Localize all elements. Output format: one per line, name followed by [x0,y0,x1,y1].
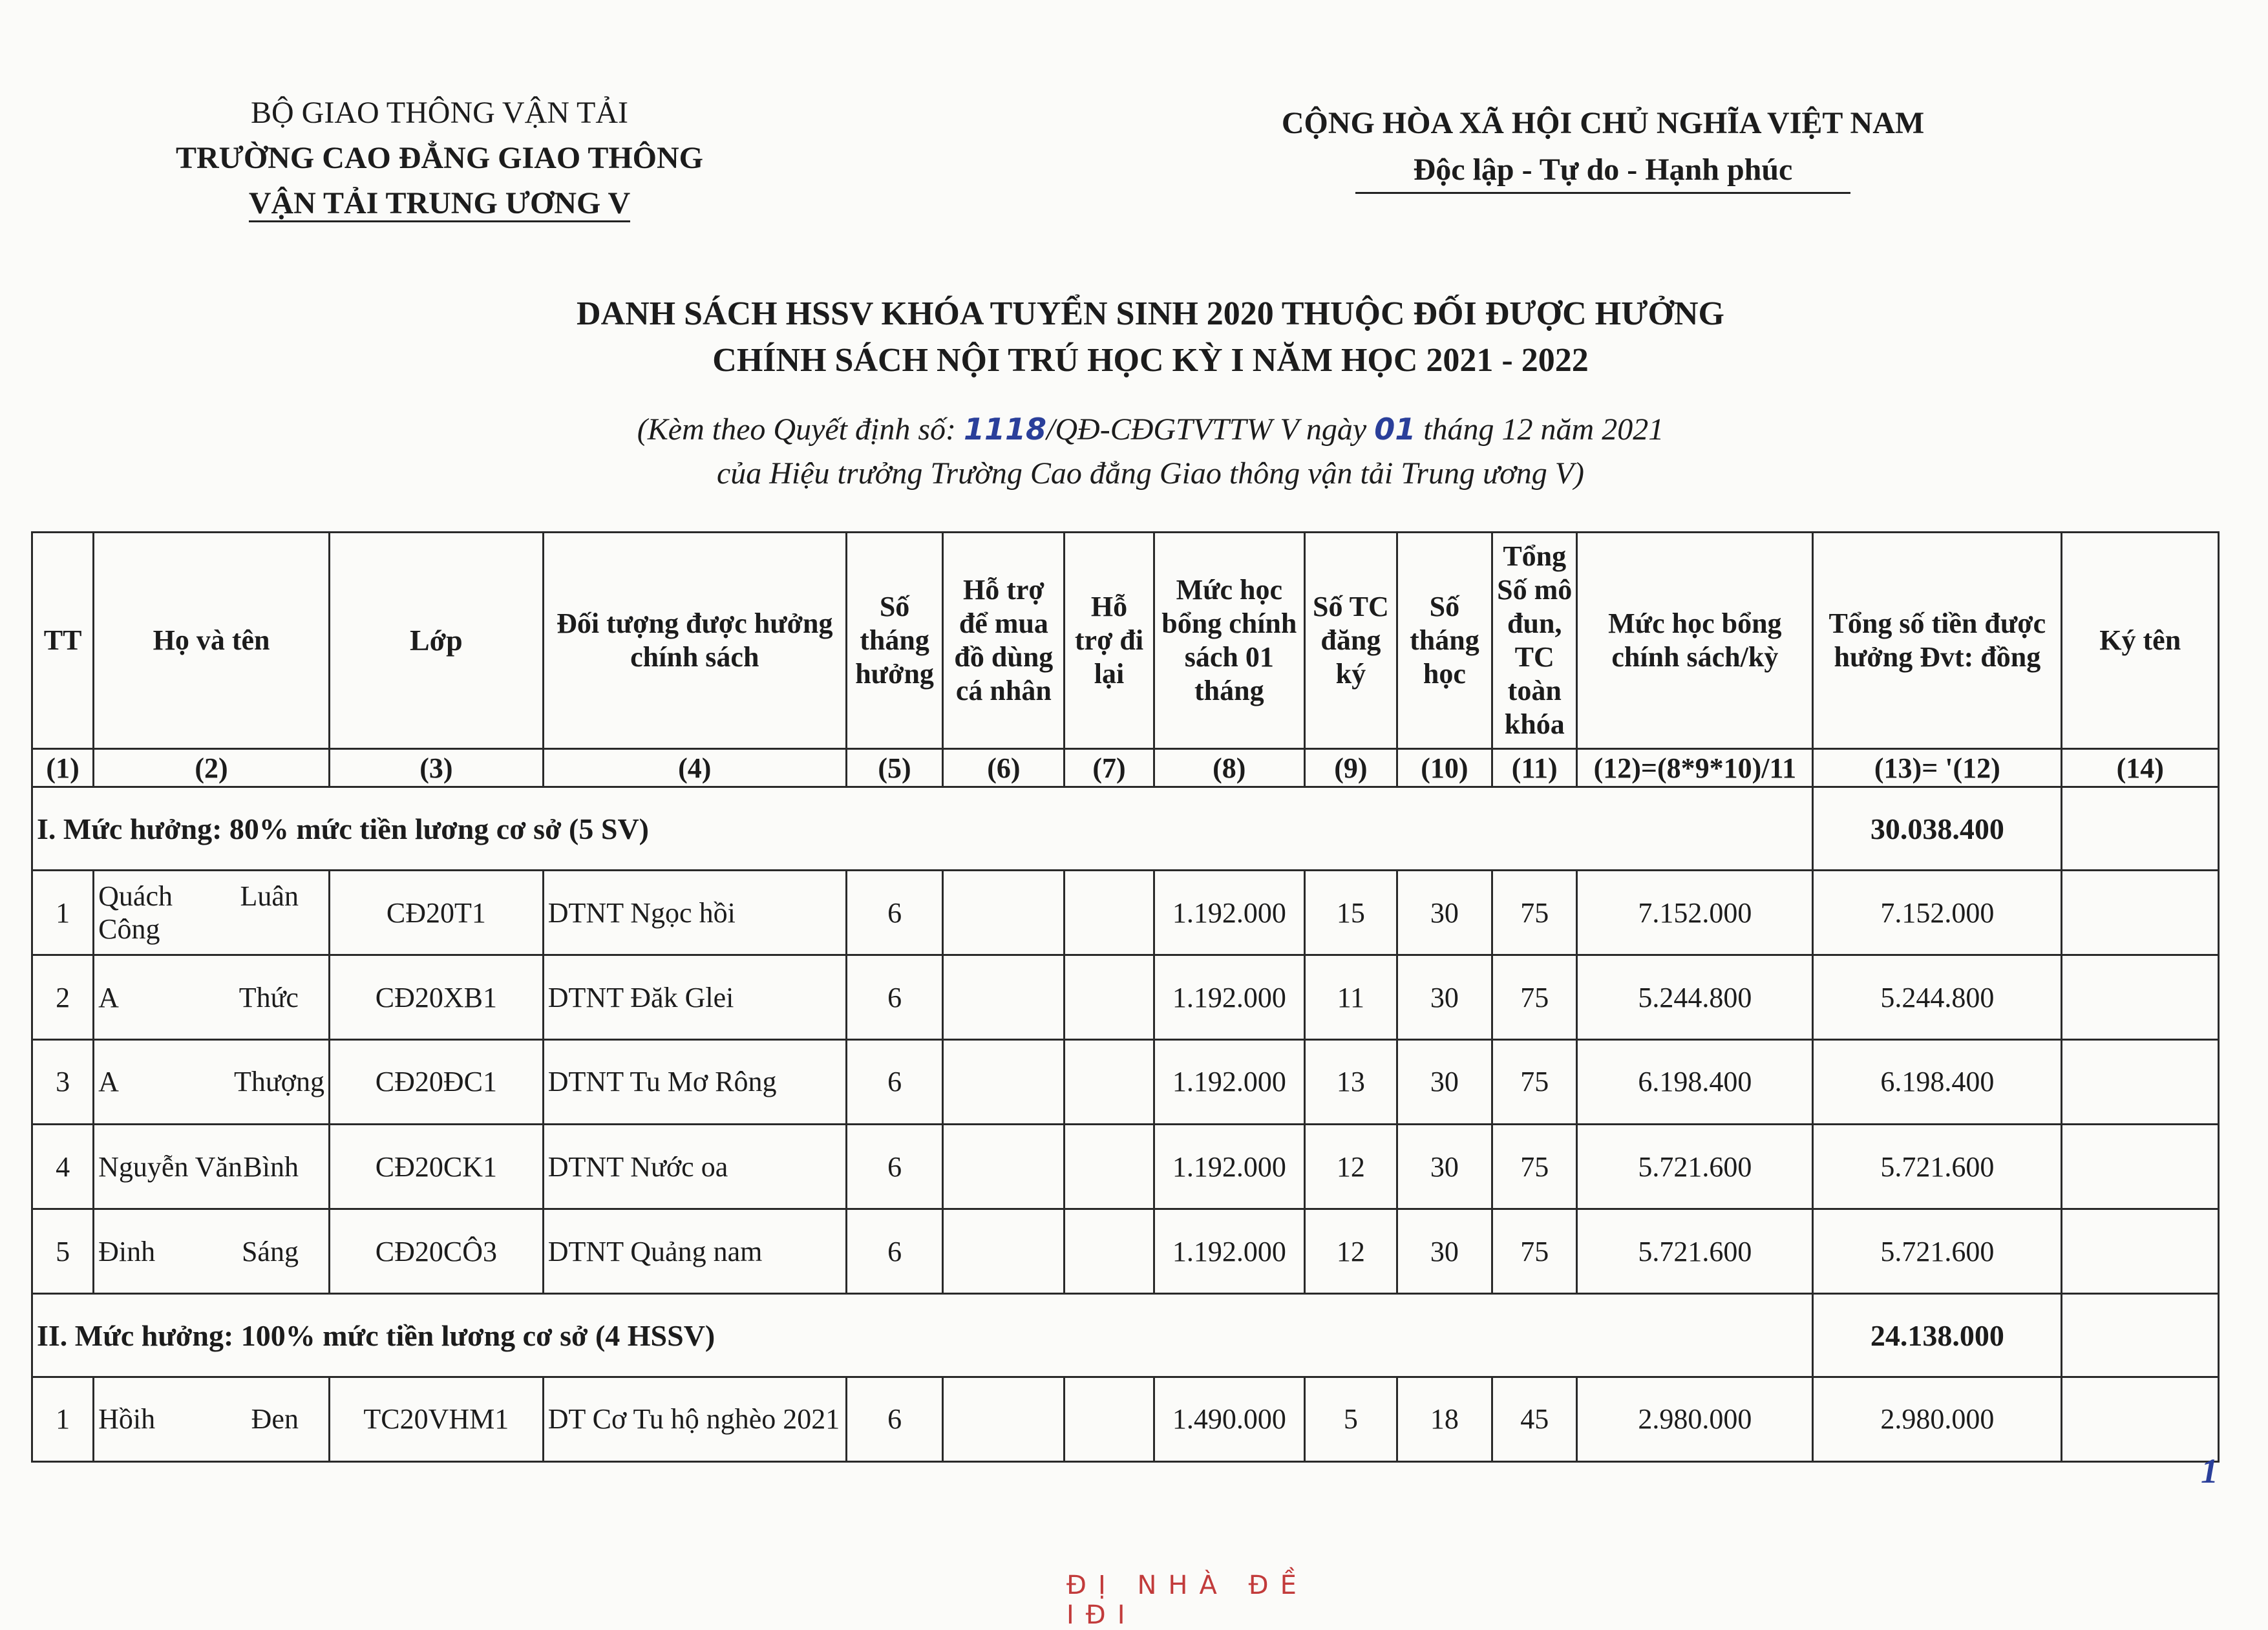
cell-tt: 3 [32,1040,94,1125]
cell-class: TC20VHM1 [329,1377,543,1462]
col-header-personal-support: Hỗ trợ để mua đồ dùng cá nhân [943,533,1065,749]
cell-total-amount: 7.152.000 [1813,871,2062,955]
cell-monthly-scholarship: 1.192.000 [1154,1209,1304,1294]
cell-personal-support [943,871,1065,955]
cell-total-modules: 75 [1492,1125,1577,1209]
section-total: 24.138.000 [1813,1294,2062,1377]
ministry-name: BỘ GIAO THÔNG VẬN TẢI [251,96,628,130]
cell-total-amount: 5.721.600 [1813,1125,2062,1209]
col-number: (2) [94,749,330,787]
cell-signature [2062,1125,2219,1209]
table-row [32,1125,2219,1209]
cell-beneficiary: DTNT Tu Mơ Rông [543,1040,846,1125]
column-number-row [32,749,2219,787]
col-header-total-modules: Tổng Số mô đun, TC toàn khóa [1492,533,1577,749]
signature-cell [2062,1294,2219,1377]
col-number: (13)= '(12) [1813,749,2062,787]
cell-study-months: 30 [1397,1209,1492,1294]
cell-signature [2062,871,2219,955]
cell-term-scholarship: 5.721.600 [1577,1209,1813,1294]
cell-monthly-scholarship: 1.192.000 [1154,955,1304,1040]
document-title [323,291,1978,384]
school-name-line1: TRƯỜNG CAO ĐẲNG GIAO THÔNG [175,141,704,175]
section-label: I. Mức hưởng: 80% mức tiền lương cơ sở (5 SV) [32,787,1813,871]
section-row-1 [32,787,2219,871]
cell-personal-support [943,1125,1065,1209]
cell-months: 6 [846,1377,943,1462]
col-number: (5) [846,749,943,787]
signature-cell [2062,787,2219,871]
cell-months: 6 [846,1125,943,1209]
section-total: 30.038.400 [1813,787,2062,871]
cell-tt: 2 [32,955,94,1040]
cell-term-scholarship: 7.152.000 [1577,871,1813,955]
cell-tt: 1 [32,1377,94,1462]
decision-day: 01 [1374,412,1416,447]
cell-beneficiary: DTNT Đăk Glei [543,955,846,1040]
cell-months: 6 [846,1040,943,1125]
header-national [1215,100,1991,193]
cell-months: 6 [846,1209,943,1294]
col-number: (10) [1397,749,1492,787]
col-number: (12)=(8*9*10)/11 [1577,749,1813,787]
cell-class: CĐ20CÔ3 [329,1209,543,1294]
cell-total-modules: 45 [1492,1377,1577,1462]
cell-travel-support [1065,1125,1154,1209]
cell-total-modules: 75 [1492,955,1577,1040]
cell-personal-support [943,1040,1065,1125]
col-header-class: Lớp [329,533,543,749]
cell-travel-support [1065,1040,1154,1125]
cell-credits: 13 [1305,1040,1397,1125]
col-number: (6) [943,749,1065,787]
decision-number: 1118 [964,412,1047,447]
col-number: (4) [543,749,846,787]
col-number: (9) [1305,749,1397,787]
title-line2: CHÍNH SÁCH NỘI TRÚ HỌC KỲ I NĂM HỌC 2021 - 2022 [712,342,1589,379]
cell-name: Đinh Sáng [94,1209,330,1294]
col-header-total-amount: Tổng số tiền được hưởng Đvt: đồng [1813,533,2062,749]
subtitle-line1: (Kèm theo Quyết định số: 1118/QĐ-CĐGTVTTW V ngày 01 tháng 12 năm 2021 [637,412,1664,447]
cell-total-amount: 5.721.600 [1813,1209,2062,1294]
cell-credits: 12 [1305,1125,1397,1209]
cell-study-months: 30 [1397,955,1492,1040]
col-header-travel-support: Hỗ trợ đi lại [1065,533,1154,749]
col-number: (1) [32,749,94,787]
col-number: (11) [1492,749,1577,787]
col-number: (7) [1065,749,1154,787]
cell-personal-support [943,1377,1065,1462]
cell-beneficiary: DTNT Ngọc hồi [543,871,846,955]
cell-travel-support [1065,871,1154,955]
col-header-study-months: Số tháng học [1397,533,1492,749]
cell-class: CĐ20ĐC1 [329,1040,543,1125]
cell-months: 6 [846,871,943,955]
national-name: CỘNG HÒA XÃ HỘI CHỦ NGHĨA VIỆT NAM [1281,106,1925,140]
cell-term-scholarship: 6.198.400 [1577,1040,1813,1125]
cell-credits: 5 [1305,1377,1397,1462]
col-number: (3) [329,749,543,787]
cell-travel-support [1065,955,1154,1040]
col-number: (14) [2062,749,2219,787]
cell-beneficiary: DT Cơ Tu hộ nghèo 2021 [543,1377,846,1462]
cell-total-amount: 5.244.800 [1813,955,2062,1040]
cell-months: 6 [846,955,943,1040]
school-name-line2: VẬN TẢI TRUNG ƯƠNG V [116,181,763,226]
cell-name: A Thức [94,955,330,1040]
section-row-2 [32,1294,2219,1377]
cell-monthly-scholarship: 1.192.000 [1154,1040,1304,1125]
cell-travel-support [1065,1209,1154,1294]
col-header-beneficiary: Đối tượng được hưởng chính sách [543,533,846,749]
cell-total-amount: 6.198.400 [1813,1040,2062,1125]
cell-study-months: 30 [1397,1040,1492,1125]
cell-tt: 1 [32,871,94,955]
cell-class: CĐ20XB1 [329,955,543,1040]
cell-beneficiary: DTNT Nước oa [543,1125,846,1209]
cell-name: Hồih Đen [94,1377,330,1462]
page-mark: 1 [2201,1452,2218,1490]
national-motto: Độc lập - Tự do - Hạnh phúc [1215,147,1991,193]
col-header-term-scholarship: Mức học bổng chính sách/kỳ [1577,533,1813,749]
cell-signature [2062,955,2219,1040]
red-stamp-fragment: ĐỊ NHÀ ĐỀ IĐI [1066,1571,1308,1630]
subtitle-line2: của Hiệu trưởng Trường Cao đẳng Giao thông vận tải Trung ương V) [716,456,1585,491]
cell-tt: 4 [32,1125,94,1209]
cell-monthly-scholarship: 1.490.000 [1154,1377,1304,1462]
cell-study-months: 30 [1397,871,1492,955]
cell-tt: 5 [32,1209,94,1294]
cell-credits: 12 [1305,1209,1397,1294]
cell-personal-support [943,1209,1065,1294]
table-row [32,871,2219,955]
col-header-name: Họ và tên [94,533,330,749]
cell-total-amount: 2.980.000 [1813,1377,2062,1462]
cell-signature [2062,1040,2219,1125]
cell-class: CĐ20CK1 [329,1125,543,1209]
cell-total-modules: 75 [1492,1209,1577,1294]
cell-name: Quách Công Luân [94,871,330,955]
cell-name: Nguyễn Văn Bình [94,1125,330,1209]
cell-term-scholarship: 5.244.800 [1577,955,1813,1040]
cell-study-months: 18 [1397,1377,1492,1462]
student-list-table [31,531,2220,1463]
title-line1: DANH SÁCH HSSV KHÓA TUYỂN SINH 2020 THUỘC ĐỐI ĐƯỢC HƯỞNG [577,295,1724,332]
cell-term-scholarship: 2.980.000 [1577,1377,1813,1462]
table-row [32,1040,2219,1125]
header-ministry [116,90,763,226]
cell-signature [2062,1377,2219,1462]
cell-term-scholarship: 5.721.600 [1577,1125,1813,1209]
cell-signature [2062,1209,2219,1294]
section-label: II. Mức hưởng: 100% mức tiền lương cơ sở (4 HSSV) [32,1294,1813,1377]
document-subtitle [323,407,1978,496]
cell-class: CĐ20T1 [329,871,543,955]
col-header-credits: Số TC đăng ký [1305,533,1397,749]
cell-personal-support [943,955,1065,1040]
table-row [32,955,2219,1040]
cell-monthly-scholarship: 1.192.000 [1154,1125,1304,1209]
table-row [32,1377,2219,1462]
cell-monthly-scholarship: 1.192.000 [1154,871,1304,955]
cell-travel-support [1065,1377,1154,1462]
cell-name: A Thượng [94,1040,330,1125]
cell-study-months: 30 [1397,1125,1492,1209]
cell-beneficiary: DTNT Quảng nam [543,1209,846,1294]
header-row [32,533,2219,749]
col-header-tt: TT [32,533,94,749]
col-header-months: Số tháng hưởng [846,533,943,749]
cell-total-modules: 75 [1492,871,1577,955]
cell-credits: 15 [1305,871,1397,955]
col-number: (8) [1154,749,1304,787]
col-header-signature: Ký tên [2062,533,2219,749]
cell-credits: 11 [1305,955,1397,1040]
cell-total-modules: 75 [1492,1040,1577,1125]
table-row [32,1209,2219,1294]
col-header-monthly-scholarship: Mức học bổng chính sách 01 tháng [1154,533,1304,749]
